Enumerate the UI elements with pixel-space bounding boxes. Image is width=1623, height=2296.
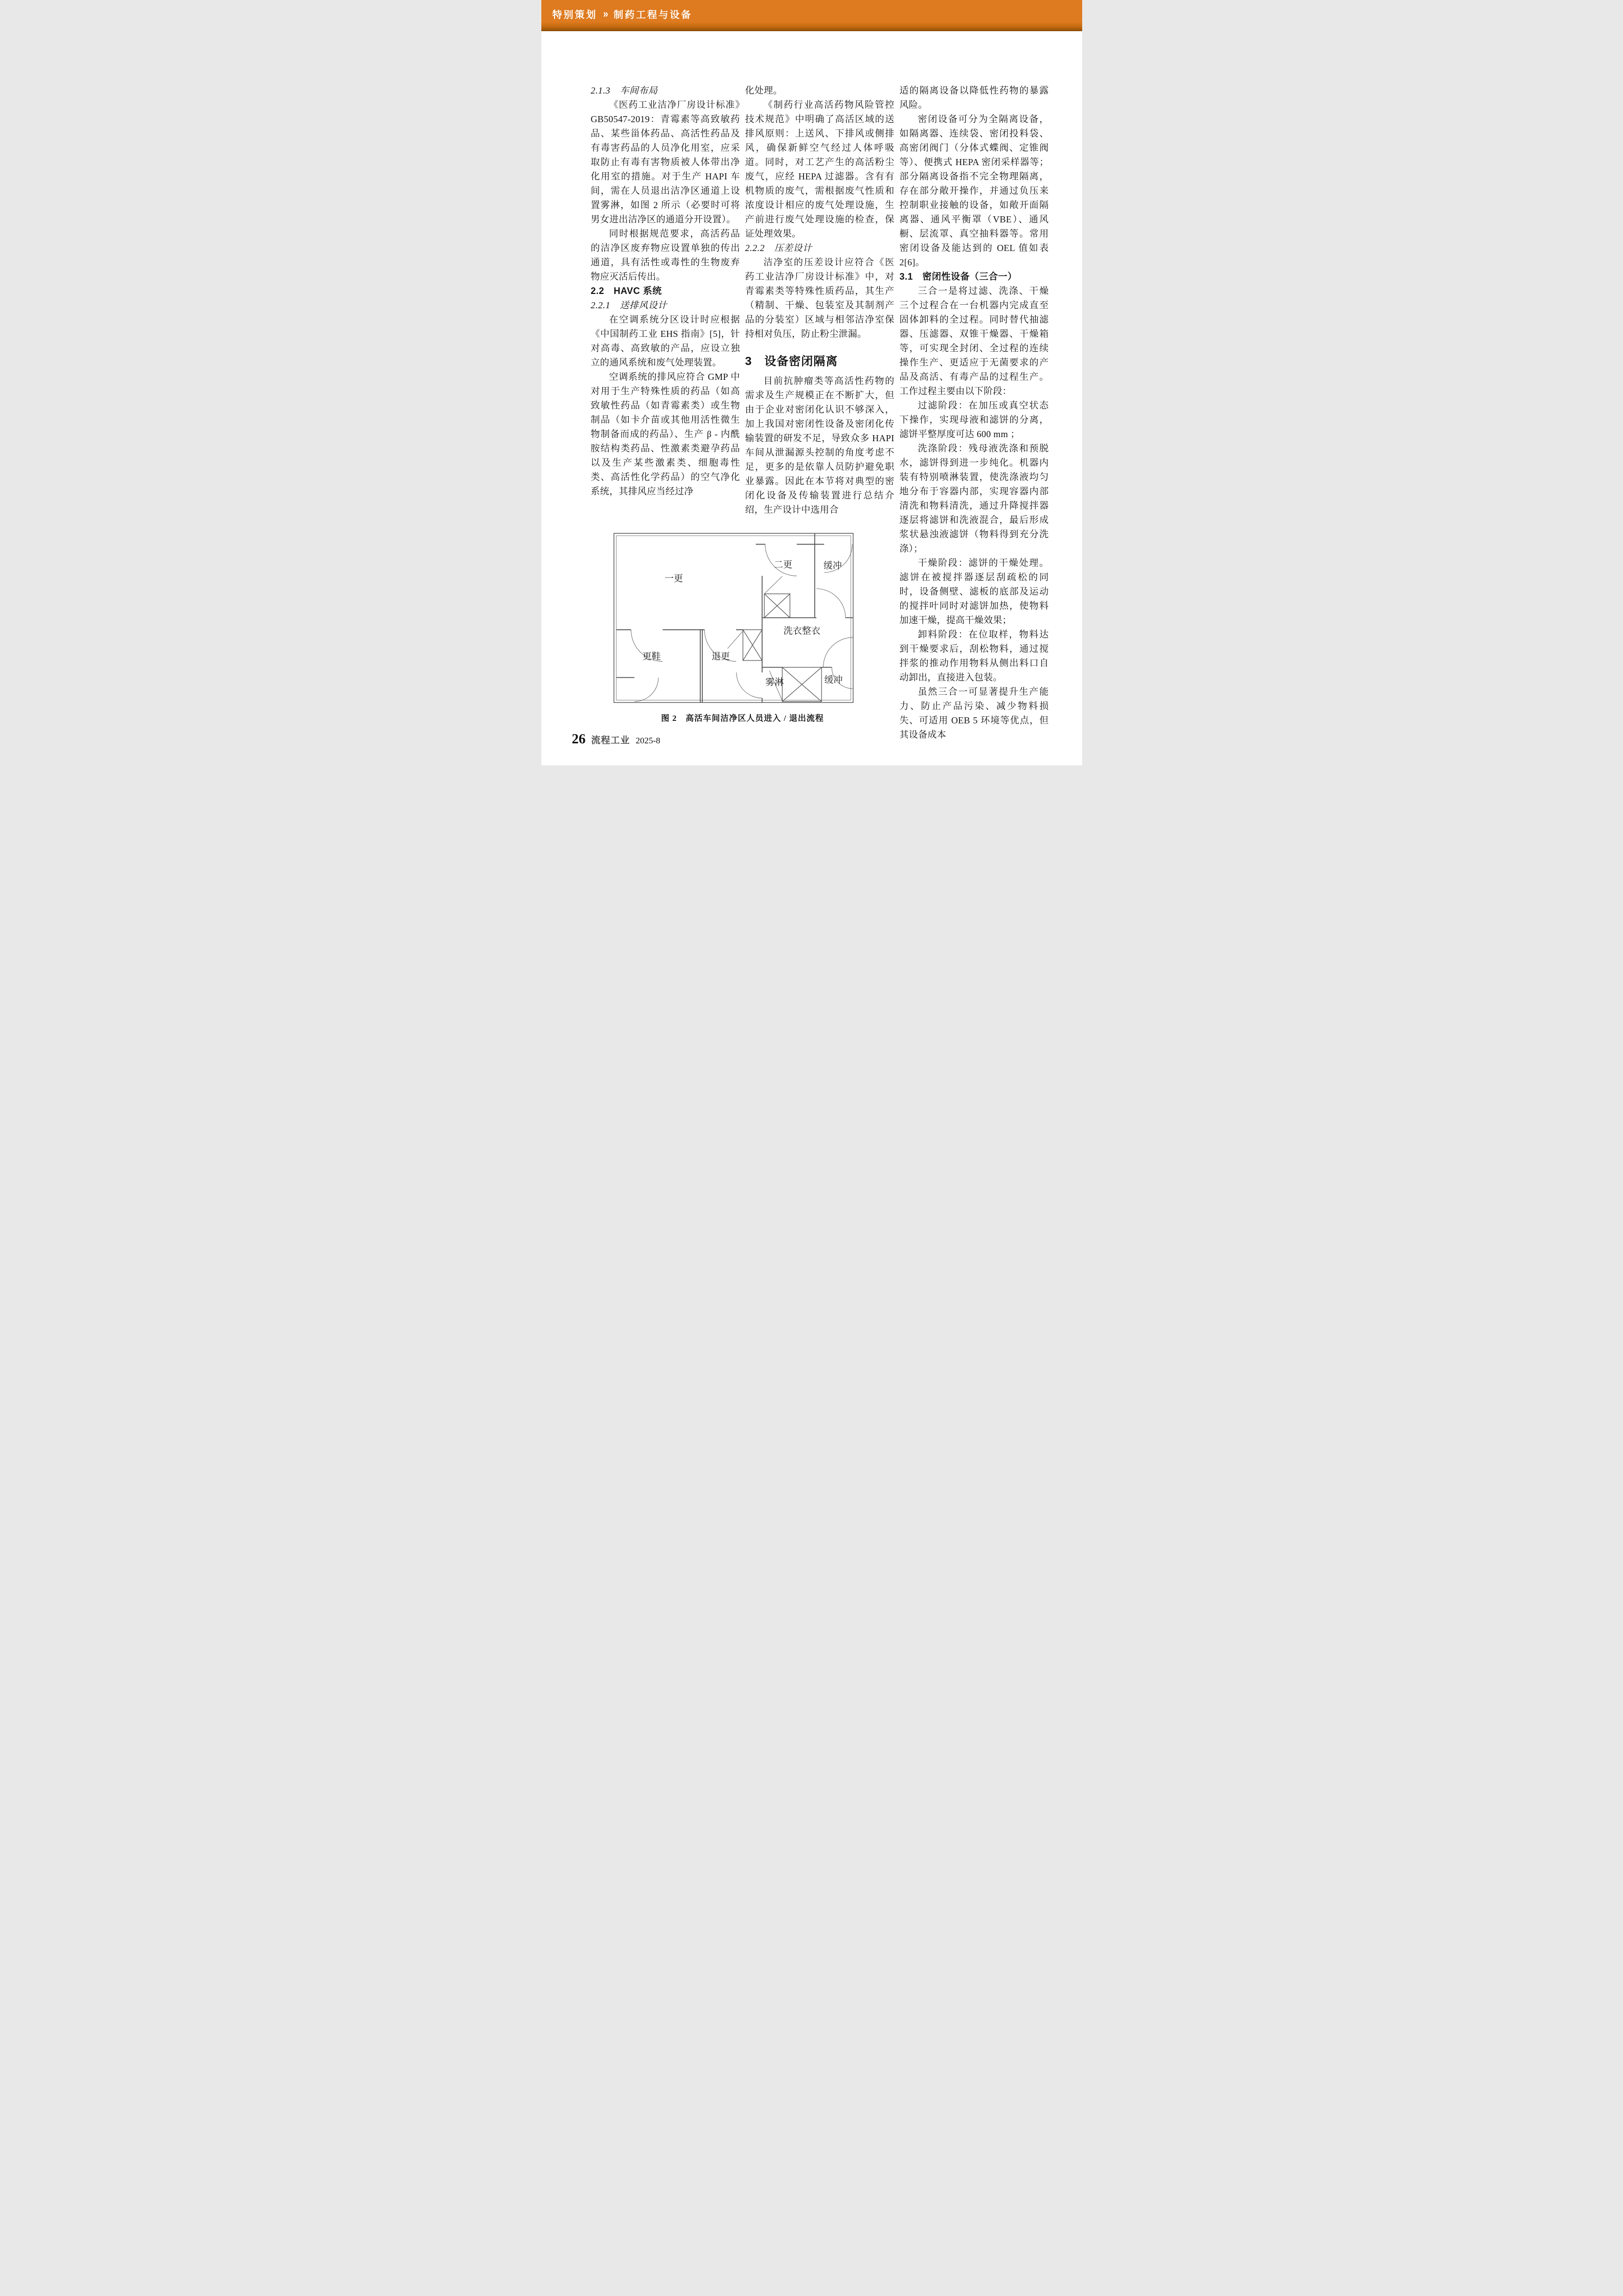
- body-paragraph: 密闭设备可分为全隔离设备，如隔离器、连续袋、密闭投料袋、高密闭阀门（分体式蝶阀、定锥阀等）、便携式 HEPA 密闭采样器等；部分隔离设备指不完全物理隔离，存在部分敞开操作，并通过负压来控制职业接触的设备，如敞开面隔离器、通风平衡罩（VBE）、通风橱、层流罩、真空抽料器等。常用密闭设备及能达到的 OEL 值如表 2[6]。: [899, 114, 1049, 267]
- page-topic: 制药工程与设备: [613, 10, 693, 20]
- chevron-right-icon: »: [603, 8, 608, 20]
- body-paragraph: 卸料阶段：在位取样，物料达到干燥要求后，刮松物料，通过搅拌浆的推动作用物料从侧出料口自动卸出，直接进入包装。: [899, 629, 1049, 683]
- subsection-heading: 2.1.3 车间布局: [590, 85, 658, 96]
- journal-name: 流程工业: [591, 735, 630, 745]
- subsection-heading: 2.2.2 压差设计: [745, 243, 812, 253]
- room-labels: [642, 560, 842, 688]
- outer-walls: [614, 533, 853, 702]
- room-label: 雾淋: [765, 677, 784, 688]
- magazine-page: [541, 0, 1082, 765]
- chapter-heading: 3 设备密闭隔离: [745, 354, 838, 368]
- room-label: 缓冲: [824, 675, 843, 686]
- room-label: 退更: [711, 651, 730, 662]
- room-label: 更鞋: [642, 651, 661, 662]
- page-number: 26: [572, 731, 586, 746]
- body-paragraph: 《医药工业洁净厂房设计标准》GB50547-2019：青霉素等高致敏药品、某些甾体药品、高活性药品及有毒害药品的人员净化用室，应采取防止有毒有害物质被人体带出净化用室的措施。对于生产 HAPI 车间，需在人员退出洁净区通道上设置雾淋，如图 2 所示（必要时可将男女进出洁净区的通道分开设置）。: [590, 100, 740, 224]
- door-arcs: [631, 544, 853, 702]
- body-paragraph-continuation: 化处理。: [745, 85, 783, 96]
- body-paragraph: 目前抗肿瘤类等高活性药物的需求及生产规模正在不断扩大，但由于企业对密闭化认识不够深入，加上我国对密闭性设备及密闭化传输装置的研发不足，导致众多 HAPI 车间从泄漏源头控制的角度考虑不足，更多的是依靠人员防护避免职业暴露。因此在本节将对典型的密闭化设备及传输装置进行总结介绍，生产设计中选用合: [745, 376, 895, 515]
- header-band: [541, 0, 1082, 31]
- page-footer: [572, 731, 660, 747]
- article-columns: [591, 83, 1049, 742]
- body-paragraph: 在空调系统分区设计时应根据《中国制药工业 EHS 指南》[5]，针对高毒、高致敏的产品，应设立独立的通风系统和废气处理装置。: [590, 314, 740, 368]
- issue-label: 2025-8: [635, 736, 660, 745]
- column-2: [745, 83, 895, 517]
- header-text: [553, 7, 693, 21]
- figure-caption: 图 2 高活车间洁净区人员进入 / 退出流程: [661, 714, 824, 723]
- interior-walls: [616, 533, 853, 702]
- figure-2: [591, 527, 895, 723]
- room-label: 洗衣整衣: [783, 626, 820, 636]
- body-paragraph: 三合一是将过滤、洗涤、干燥三个过程合在一台机器内完成直至固体卸料的全过程。同时替代抽滤器、压滤器、双锥干燥器、干燥箱等，可实现全封闭、全过程的连续操作生产、更适应于无菌要求的产品及高活、有毒产品的过程生产。工作过程主要由以下阶段：: [899, 286, 1049, 396]
- floorplan-svg: [611, 527, 856, 705]
- body-paragraph: 洁净室的压差设计应符合《医药工业洁净厂房设计标准》中，对青霉素类等特殊性质药品，其生产（精制、干燥、包装室及其制剂产品的分装室）区域与相邻洁净室保持相对负压，防止粉尘泄漏。: [745, 257, 895, 339]
- left-column-group: [591, 83, 895, 742]
- section-tag: 特别策划: [552, 10, 598, 20]
- body-paragraph: 干燥阶段：滤饼的干燥处理。滤饼在被搅拌器逐层刮疏松的同时，设备侧壁、滤板的底部及运动的搅拌叶同时对滤饼加热，使物料加速干燥，提高干燥效果；: [899, 558, 1049, 625]
- subsection-heading: 3.1 密闭性设备（三合一）: [899, 271, 1017, 282]
- body-paragraph: 洗涤阶段：残母液洗涤和预脱水，滤饼得到进一步纯化。机器内装有特别喷淋装置，使洗涤液均匀地分布于容器内部，实现容器内部清洗和物料清洗，通过升降搅拌器逐层将滤饼和洗液混合，最后形成浆状悬浊液滤饼（物料得到充分洗涤）；: [899, 443, 1049, 554]
- room-label: 缓冲: [823, 560, 842, 571]
- room-label: 二更: [773, 559, 792, 570]
- body-paragraph: 虽然三合一可显著提升生产能力、防止产品污染、减少物料损失、可适用 OEB 5 环境等优点，但其设备成本: [899, 687, 1049, 740]
- body-paragraph: 《制药行业高活药物风险管控技术规范》中明确了高活区域的送排风原则：上送风、下排风或侧排风，确保新鲜空气经过人体呼吸道。同时，对工艺产生的高活粉尘废气，应经 HEPA 过滤器。含有有机物质的废气，需根据废气性质和浓度设计相应的废气处理设施，生产前进行废气处理设施的检查，保证处理效果。: [745, 100, 895, 239]
- column-3: [900, 83, 1049, 742]
- body-paragraph-continuation: 适的隔离设备以降低性药物的暴露风险。: [899, 85, 1049, 110]
- column-1: [591, 83, 740, 517]
- body-paragraph: 过滤阶段：在加压或真空状态下操作，实现母液和滤饼的分离，滤饼平整厚度可达 600 mm ；: [899, 400, 1049, 439]
- body-paragraph: 同时根据规范要求，高活药品的洁净区废弃物应设置单独的传出通道，具有活性或毒性的生物废弃物应灭活后传出。: [590, 229, 740, 282]
- body-paragraph: 空调系统的排风应符合 GMP 中对用于生产特殊性质的药品（如高致敏性药品（如青霉素类）或生物制品（如卡介苗或其他用活性微生物制备而成的药品）、生产 β - 内酰胺结构类药品、性激素类避孕药品以及生产某些激素类、细胞毒性类、高活性化学药品）的空气净化系统，其排风应当经过净: [590, 372, 740, 496]
- room-label: 一更: [664, 573, 683, 584]
- subsection-heading: 2.2 HAVC 系统: [590, 286, 662, 296]
- subsection-heading: 2.2.1 送排风设计: [590, 300, 667, 310]
